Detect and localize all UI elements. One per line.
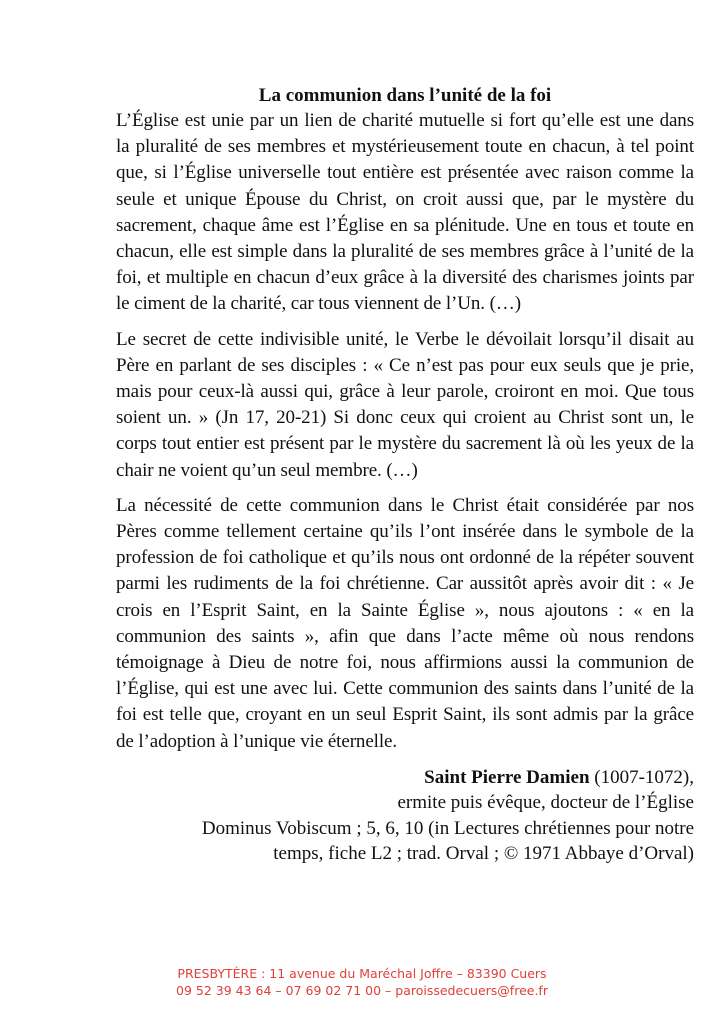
document-body [116,84,694,867]
attribution-role: ermite puis évêque, docteur de l’Église [397,792,694,814]
document-title: La communion dans l’unité de la foi [258,85,552,106]
attribution-author: Saint Pierre Damien [424,766,590,788]
paragraph-3: La nécessité de cette communion dans le Christ était considérée par nos Pères comme tellement certaine qu’ils l’ont insérée dans le symbole de la profession de foi catholique et qu’ils nous ont ordonné de la répéter souvent parmi les rudiments de la foi chrétienne. Car aussitôt après avoir dit : « Je crois en l’Esprit Saint, en la Sainte Église », nous ajoutons : « en la communion des saints », afin que dans l’acte même où nous rendons témoignage à Dieu de notre foi, nous affirmions aussi la communion de l’Église, qui est une avec lui. Cette communion des saints dans l’unité de la foi est telle que, croyant en un seul Esprit Saint, ils sont admis par la grâce de l’adoption à l’unique vie éternelle. [116,494,694,752]
paragraph-2: Le secret de cette indivisible unité, le Verbe le dévoilait lorsqu’il disait au Père en parlant de ses disciples : « Ce n’est pas pour eux seuls que je prie, mais pour ceux-là aussi qui, grâce à leur parole, croiront en moi. Que tous soient un. » (Jn 17, 20-21) Si donc ceux qui croient au Christ sont un, le corps tout entier est présent par le mystère du sacrement là où les yeux de la chair ne voient qu’un seul membre. (…) [116,328,694,481]
attribution-dates: (1007-1072), [589,766,694,788]
footer-contact [0,965,724,999]
footer-phone-email: 09 52 39 43 64 – 07 69 02 71 00 – paroissedecuers@free.fr [176,983,548,998]
attribution-source-line-1: Dominus Vobiscum ; 5, 6, 10 (in Lectures chrétiennes pour notre [201,817,694,839]
attribution-block [116,765,694,867]
attribution-source-line-2: temps, fiche L2 ; trad. Orval ; © 1971 Abbaye d’Orval) [273,843,694,865]
paragraph-1: L’Église est unie par un lien de charité mutuelle si fort qu’elle est une dans la pluralité de ses membres et mystérieusement toute en chacun, à tel point que, si l’Église universelle tout entière est présentée avec raison comme la seule et unique Épouse du Christ, on croit aussi que, par le mystère du sacrement, chaque âme est l’Église en sa plénitude. Une en tous et toute en chacun, elle est simple dans la pluralité de ses membres grâce à l’unité de la foi, et multiple en chacun d’eux grâce à la diversité des charismes joints par le ciment de la charité, car tous viennent de l’Un. (…) [116,110,694,315]
footer-address: PRESBYTÈRE : 11 avenue du Maréchal Joffre – 83390 Cuers [177,966,547,981]
attribution-author-line [116,765,694,791]
